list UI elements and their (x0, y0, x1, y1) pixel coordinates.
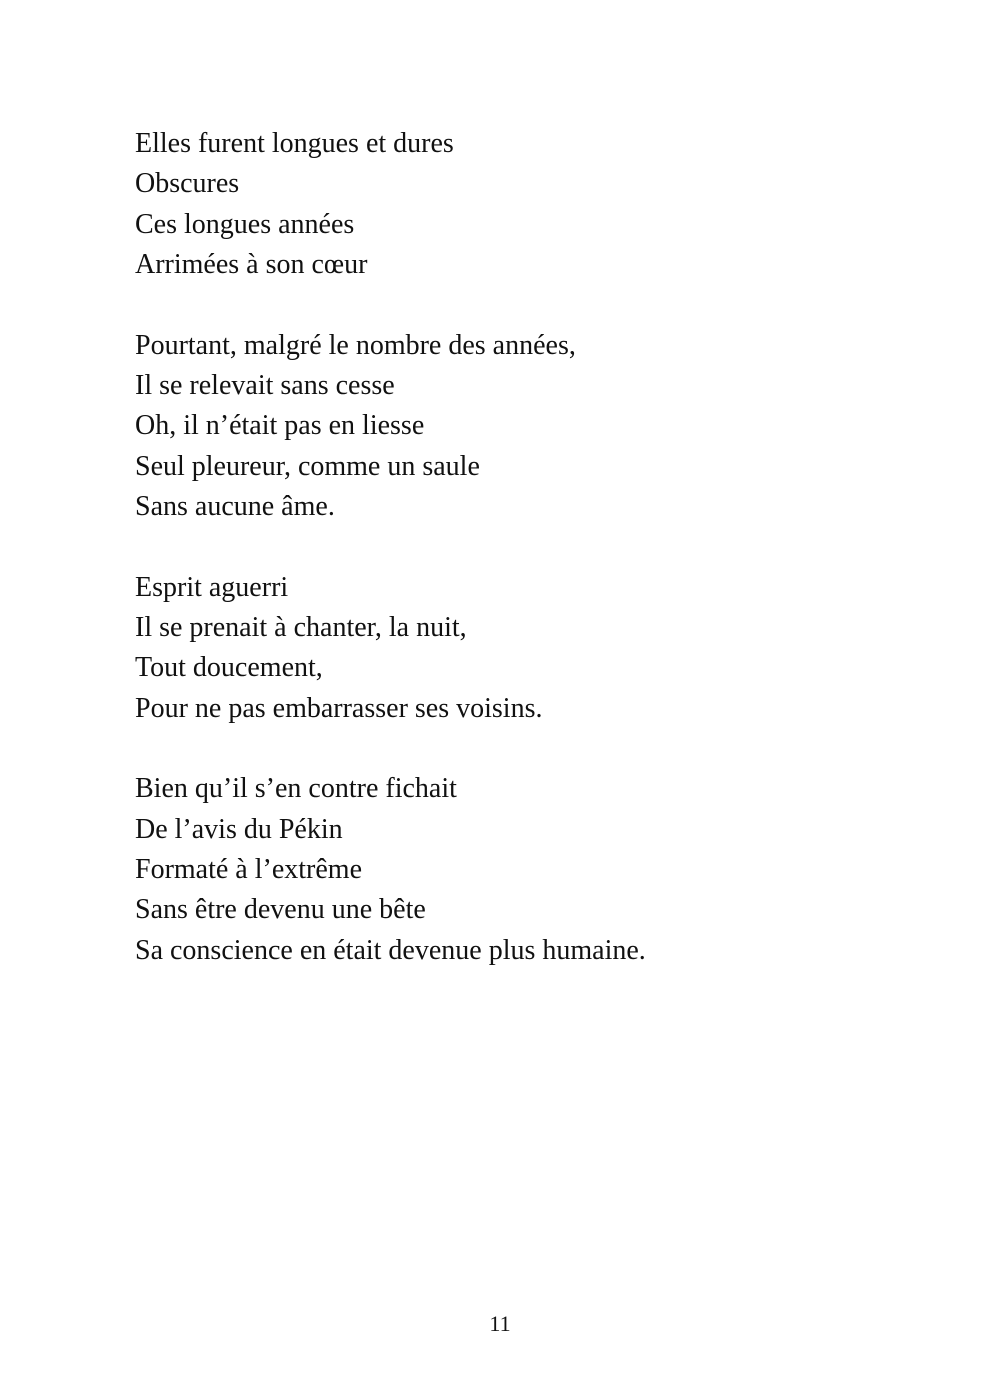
poem-line: Obscures (135, 168, 240, 200)
poem-line: Il se relevait sans cesse (135, 369, 395, 401)
stanza-4 (135, 769, 895, 970)
poem-line: Sans être devenu une bête (135, 894, 426, 926)
poem-line: Formaté à l’extrême (135, 853, 363, 885)
poem-line: Pour ne pas embarrasser ses voisins. (135, 692, 543, 724)
poem-line: Elles furent longues et dures (135, 128, 454, 159)
stanza-3 (135, 568, 895, 729)
poem-line: Pourtant, malgré le nombre des années, (135, 329, 576, 361)
poem-line: Esprit aguerri (135, 571, 289, 603)
page-number: 11 (489, 1311, 511, 1336)
stanza-1 (135, 124, 895, 285)
poem-line: Il se prenait à chanter, la nuit, (135, 611, 467, 643)
stanza-2 (135, 326, 895, 527)
poem-body (135, 124, 895, 1011)
poem-line: Sa conscience en était devenue plus humaine. (135, 934, 646, 966)
poem-line: Seul pleureur, comme un saule (135, 450, 480, 482)
poem-line: Sans aucune âme. (135, 490, 335, 522)
poem-line: Arrimées à son cœur (135, 248, 368, 280)
poem-line: De l’avis du Pékin (135, 813, 343, 845)
poem-line: Tout doucement, (135, 652, 323, 684)
poem-line: Bien qu’il s’en contre fichait (135, 773, 457, 805)
poem-line: Oh, il n’était pas en liesse (135, 410, 425, 442)
poem-line: Ces longues années (135, 208, 355, 240)
